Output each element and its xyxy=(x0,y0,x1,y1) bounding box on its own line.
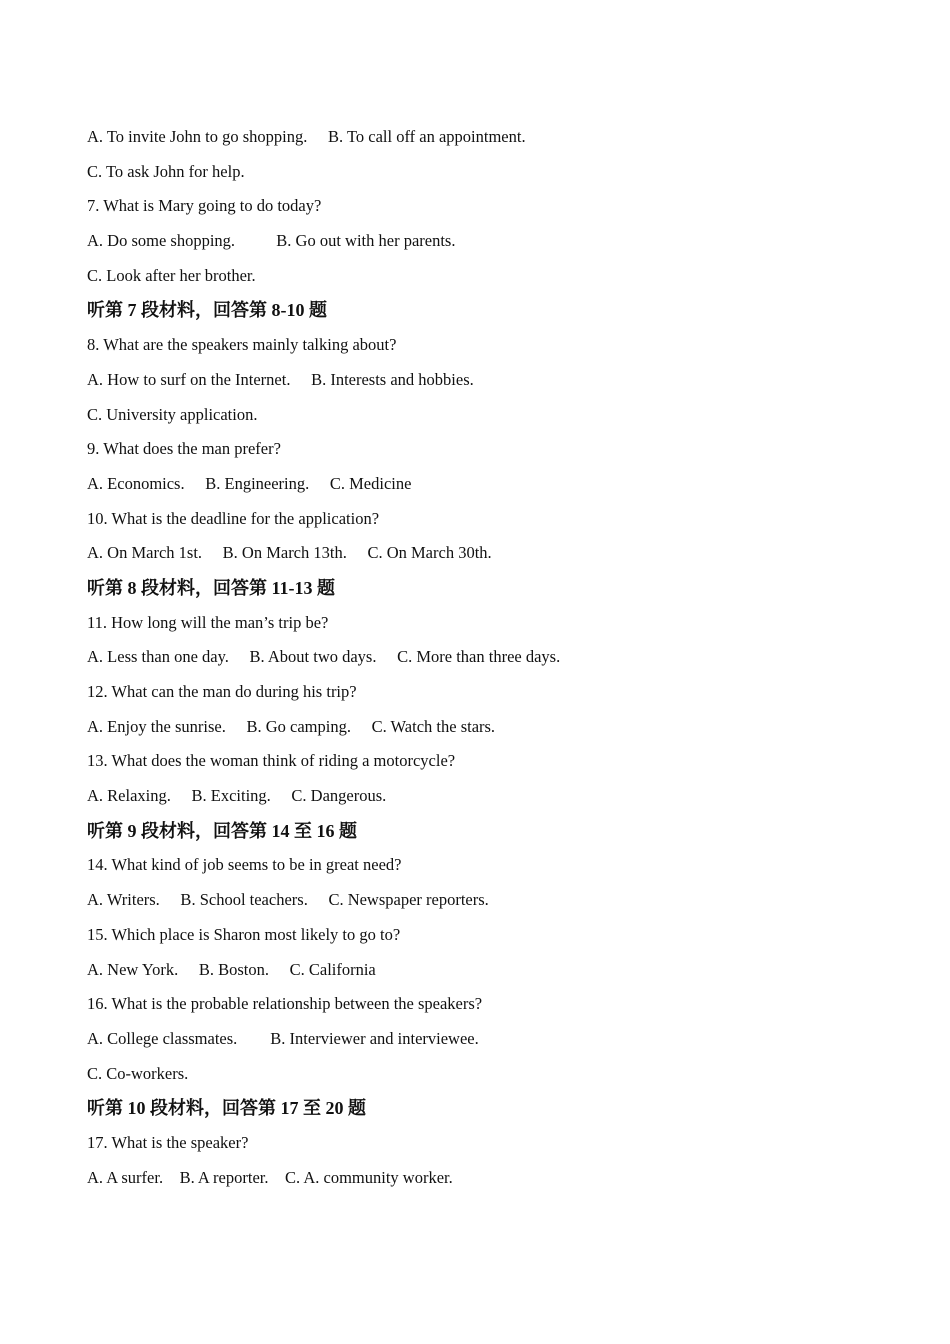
section-heading: 听第 8 段材料，回答第 11-13 题 xyxy=(87,577,335,598)
option-line: A. Enjoy the sunrise. B. Go camping. C. Watch the stars. xyxy=(87,716,496,736)
option-line: C. Co-workers. xyxy=(87,1063,189,1083)
option-line: A. To invite John to go shopping. B. To call off an appointment. xyxy=(87,127,526,146)
option-line: A. Less than one day. B. About two days. C. More than three days. xyxy=(87,647,561,667)
option-line: A. Writers. B. School teachers. C. Newspaper reporters. xyxy=(87,890,489,910)
option-line: A. New York. B. Boston. C. California xyxy=(87,959,376,979)
question-line: 14. What kind of job seems to be in great need? xyxy=(87,855,402,875)
option-line: A. Relaxing. B. Exciting. C. Dangerous. xyxy=(87,786,387,806)
question-line: 7. What is Mary going to do today? xyxy=(87,196,322,216)
question-line: 13. What does the woman think of riding a motorcycle? xyxy=(87,751,456,771)
section-heading: 听第 9 段材料，回答第 14 至 16 题 xyxy=(87,820,357,841)
exam-page xyxy=(87,124,887,1199)
question-line: 9. What does the man prefer? xyxy=(87,439,281,459)
option-line: C. University application. xyxy=(87,404,258,424)
option-line: A. Do some shopping. B. Go out with her parents. xyxy=(87,231,456,251)
question-line: 16. What is the probable relationship between the speakers? xyxy=(87,994,483,1014)
section-heading: 听第 7 段材料，回答第 8-10 题 xyxy=(87,300,327,321)
section-heading: 听第 10 段材料，回答第 17 至 20 题 xyxy=(87,1098,366,1119)
question-line: 10. What is the deadline for the application? xyxy=(87,508,380,528)
option-line: A. On March 1st. B. On March 13th. C. On March 30th. xyxy=(87,543,492,563)
question-line: 15. Which place is Sharon most likely to go to? xyxy=(87,924,401,944)
option-line: A. Economics. B. Engineering. C. Medicine xyxy=(87,473,412,493)
option-line: A. How to surf on the Internet. B. Interests and hobbies. xyxy=(87,369,474,389)
question-line: 12. What can the man do during his trip? xyxy=(87,682,357,701)
option-line: A. A surfer. B. A reporter. C. A. community worker. xyxy=(87,1167,453,1187)
question-line: 11. How long will the man’s trip be? xyxy=(87,612,329,632)
question-line: 8. What are the speakers mainly talking about? xyxy=(87,335,397,355)
option-line: A. College classmates. B. Interviewer and interviewee. xyxy=(87,1028,479,1048)
option-line: C. Look after her brother. xyxy=(87,265,256,285)
question-line: 17. What is the speaker? xyxy=(87,1132,249,1152)
option-line: C. To ask John for help. xyxy=(87,161,245,181)
